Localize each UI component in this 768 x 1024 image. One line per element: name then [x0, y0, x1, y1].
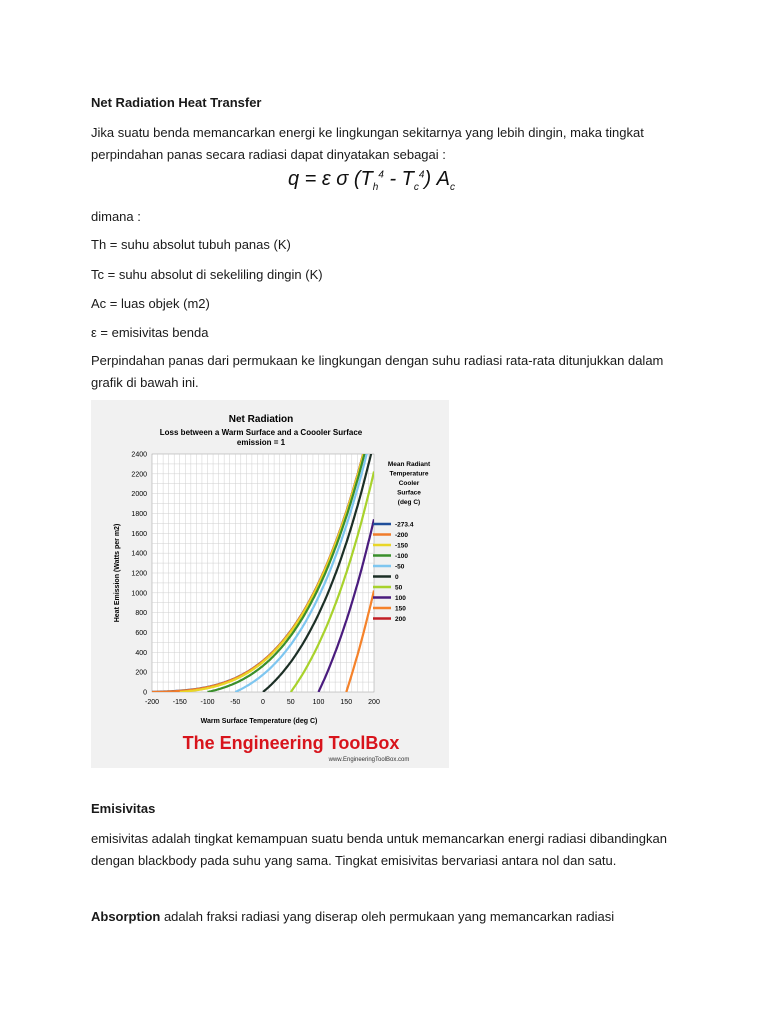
- legend-label: -100: [395, 553, 409, 560]
- x-tick-label: 50: [286, 699, 295, 706]
- y-tick-label: 2400: [131, 451, 147, 459]
- y-axis-label: Heat Emission (Watts per m2): [114, 523, 121, 623]
- legend-title-line: Temperature: [389, 470, 429, 478]
- chart-subtitle: Loss between a Warm Surface and a Coooler Surface: [159, 428, 363, 437]
- absorption-definition: adalah fraksi radiasi yang diserap oleh permukaan yang memancarkan radiasi: [160, 909, 615, 924]
- brand-logo-text: The Engineering ToolBox: [182, 733, 400, 753]
- legend-label: -200: [395, 532, 409, 539]
- x-tick-label: -100: [200, 699, 215, 706]
- definition-tc: Tc = suhu absolut di sekeliling dingin (K): [91, 267, 323, 282]
- chart-title: Net Radiation: [228, 414, 294, 425]
- y-tick-labels: [131, 452, 147, 697]
- x-tick-label: -50: [230, 699, 241, 706]
- x-tick-label: 200: [368, 699, 380, 706]
- y-tick-label: 2200: [131, 471, 147, 479]
- legend-title-line: Surface: [397, 489, 421, 497]
- legend-title: [388, 461, 431, 506]
- legend-label: -273.4: [395, 521, 414, 529]
- legend-label: -150: [395, 542, 409, 550]
- legend-label: 50: [395, 584, 403, 592]
- definition-emissivity: ε = emisivitas benda: [91, 325, 209, 340]
- y-tick-label: 800: [135, 610, 147, 618]
- legend-title-line: (deg C): [397, 499, 421, 506]
- net-radiation-chart: [91, 400, 449, 768]
- definition-th: Th = suhu absolut tubuh panas (K): [91, 237, 291, 252]
- where-label: dimana :: [91, 209, 141, 224]
- emissivity-paragraph: emisivitas adalah tingkat kemampuan suatu benda untuk memancarkan energi radiasi dibandingkan dengan blackbody pada suhu yang sama. Tingkat emisivitas bervariasi antara nol dan satu.: [91, 831, 667, 868]
- legend-title-line: Cooler: [398, 480, 420, 487]
- y-tick-label: 2000: [131, 491, 147, 499]
- y-tick-label: 1200: [131, 570, 147, 578]
- legend-label: -50: [395, 563, 405, 571]
- legend-label: 0: [395, 574, 399, 581]
- chart-legend: [373, 522, 414, 624]
- y-tick-label: 1800: [131, 511, 147, 518]
- x-tick-labels: [145, 699, 380, 706]
- x-tick-label: -200: [144, 699, 160, 706]
- legend-label: 100: [395, 595, 406, 602]
- legend-title-line: Mean Radiant: [387, 461, 431, 468]
- absorption-paragraph: [91, 906, 691, 928]
- chart-intro-paragraph: Perpindahan panas dari permukaan ke lingkungan dengan suhu radiasi rata-rata ditunjukkan dalam grafik di bawah ini.: [91, 353, 664, 390]
- y-tick-label: 0: [143, 689, 147, 697]
- section-heading-emissivity: Emisivitas: [91, 801, 156, 816]
- y-tick-label: 400: [135, 649, 147, 657]
- intro-paragraph: Jika suatu benda memancarkan energi ke lingkungan sekitarnya yang lebih dingin, maka tingkat perpindahan panas secara radiasi dapat dinyatakan sebagai :: [91, 125, 644, 162]
- legend-label: 200: [395, 616, 406, 623]
- x-tick-label: -150: [172, 699, 187, 706]
- absorption-term: Absorption: [91, 909, 161, 924]
- legend-label: 150: [395, 605, 406, 613]
- x-tick-label: 100: [312, 699, 325, 706]
- chart-svg: [91, 400, 449, 768]
- chart-grid: [152, 454, 374, 692]
- x-tick-label: 0: [261, 699, 265, 706]
- radiation-formula: q = ε σ $(T_h^4 - T_c^4)$ $A_c$: [288, 168, 456, 193]
- y-tick-label: 1600: [131, 530, 147, 538]
- definition-ac: Ac = luas objek (m2): [91, 296, 210, 311]
- y-tick-label: 1400: [131, 550, 147, 558]
- x-axis-label: Warm Surface Temperature (deg C): [200, 718, 318, 725]
- brand-url: www.EngineeringToolBox.com: [328, 757, 410, 763]
- section-heading-net-radiation: Net Radiation Heat Transfer: [91, 95, 262, 110]
- chart-emission-note: emission = 1: [236, 438, 286, 447]
- x-tick-label: 150: [340, 699, 353, 706]
- y-tick-label: 200: [135, 669, 147, 677]
- y-tick-label: 600: [135, 630, 147, 637]
- y-tick-label: 1000: [131, 590, 147, 598]
